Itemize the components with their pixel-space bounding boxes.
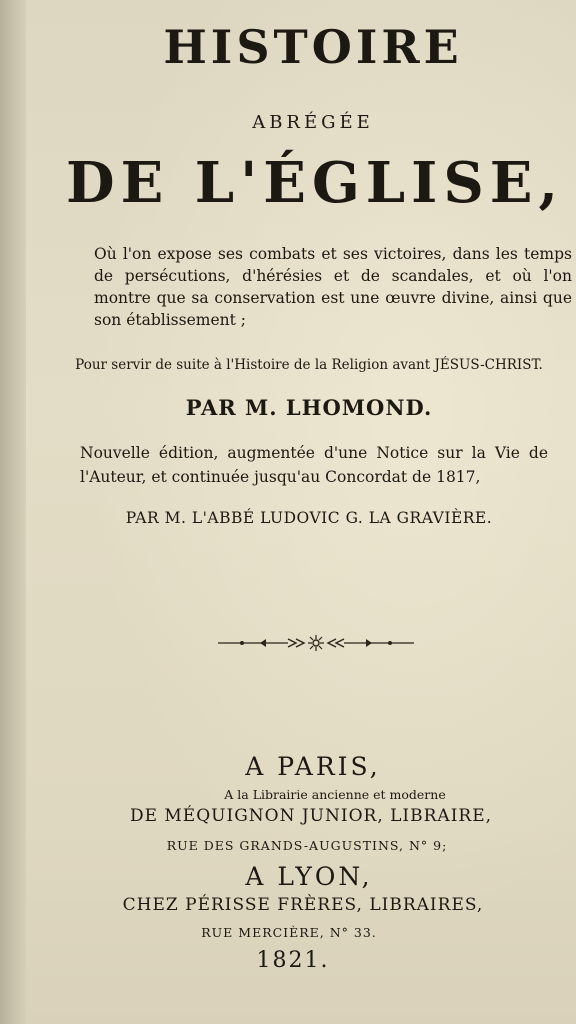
imprint-city-paris: A PARIS, <box>245 752 381 781</box>
title-de-l-eglise: DE L'ÉGLISE, <box>66 150 564 216</box>
imprint-address-paris: RUE DES GRANDS-AUGUSTINS, N° 9; <box>166 838 448 853</box>
author-line: PAR M. LHOMOND. <box>185 395 433 420</box>
editor-line: PAR M. L'ABBÉ LUDOVIC G. LA GRAVIÈRE. <box>125 509 493 527</box>
typographic-ornament-icon <box>216 633 416 653</box>
edition-note: Nouvelle édition, augmentée d'une Notice sur la Vie de l'Auteur, et continuée jusqu'au Concordat de 1817, <box>80 444 548 486</box>
imprint-address-lyon: RUE MERCIÈRE, N° 33. <box>201 925 377 940</box>
imprint-city-lyon: A LYON, <box>245 862 373 891</box>
purpose-line: Pour servir de suite à l'Histoire de la Religion avant JÉSUS-CHRIST. <box>75 357 543 373</box>
title-histoire: HISTOIRE <box>163 20 463 74</box>
imprint-publisher-paris: DE MÉQUIGNON JUNIOR, LIBRAIRE, <box>129 806 493 826</box>
book-spine-edge <box>0 0 27 1024</box>
title-page <box>26 0 576 1024</box>
title-abregee: ABRÉGÉE <box>252 112 374 133</box>
imprint-publisher-lyon: CHEZ PÉRISSE FRÈRES, LIBRAIRES, <box>122 895 484 915</box>
imprint-year: 1821. <box>256 948 330 973</box>
subtitle-description: Où l'on expose ses combats et ses victoires, dans les temps de persécutions, d'hérésies et de scandales, et où l'on montre que sa conservation est une œuvre divine, ainsi que son établissement ; <box>94 245 572 329</box>
imprint-bookshop: A la Librairie ancienne et moderne <box>224 787 446 802</box>
